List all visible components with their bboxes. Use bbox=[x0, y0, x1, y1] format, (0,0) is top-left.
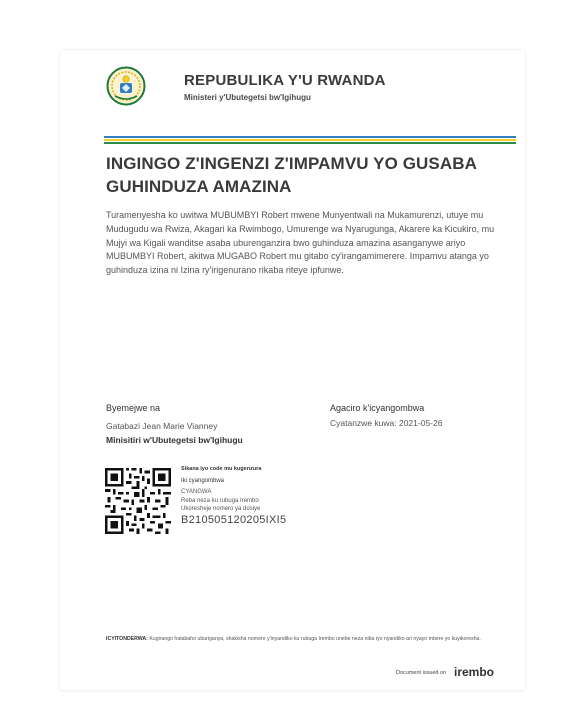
document-type: CYANGWA bbox=[181, 489, 212, 495]
scan-instruction: Sikana iyo code mu kugenzura bbox=[181, 466, 262, 472]
ministry-name: Ministeri y'Ubutegetsi bw'Igihugu bbox=[184, 93, 311, 102]
document-body: Turamenyesha ko uwitwa MUBUMBYI Robert mwene Munyentwali na Mukamurenzi, utuye mu Mudugudu wa Rwiza, Akagari ka Rwimbogo, Umurenge wa Nyarugunga, Akarere ka Kicukiro, mu Mujyi wa Kigali wanditse asaba uburenganzira bwo guhinduza amazina asanganywe ariyo MUBUMBYI Robert, akitwa MUGABO Robert mu gitabo cy'irangamimerere. Impamvu atanga yo guhinduza izina ni Izina ry'irigenurano rikaba riteye ipfunwe. bbox=[106, 210, 495, 276]
document-header bbox=[106, 66, 506, 136]
validity-label: Agaciro k'icyangombwa bbox=[330, 403, 425, 413]
green-stripe bbox=[104, 142, 516, 144]
document-title: INGINGO Z'INGENZI Z'IMPAMVU YO GUSABA GUHINDUZA AMAZINA bbox=[106, 154, 477, 196]
notice-text: Kugirango hatabaho uburiganya, shakisha nomero y'inyandiko ku rubuga Irembo unebe neza niba iyo nyandiko ari nyayo mbere yo kuyikoresha. bbox=[149, 636, 481, 642]
qr-code-icon bbox=[105, 468, 171, 534]
document-label: Iki cyangombwa bbox=[181, 478, 225, 484]
irembo-logo: irembo bbox=[454, 665, 495, 679]
notice-label: ICYITONDERWA: bbox=[106, 636, 148, 642]
document-number: B210505120205IXI5 bbox=[181, 514, 287, 526]
use-number-instruction: Ukoresheje nomero ya dosiye bbox=[181, 506, 261, 512]
rwanda-seal-icon bbox=[106, 66, 146, 106]
signer-role: Minisitiri w'Ubutegetsi bw'Igihugu bbox=[106, 435, 243, 445]
issued-on-label: Document issued on bbox=[396, 670, 447, 676]
verification-block bbox=[181, 466, 421, 526]
blue-stripe bbox=[104, 136, 516, 138]
document-page bbox=[60, 50, 525, 690]
signer-name: Gatabazi Jean Marie Vianney bbox=[106, 421, 218, 431]
flag-stripes bbox=[104, 136, 516, 144]
notice bbox=[106, 634, 516, 644]
signed-by-label: Byemejwe na bbox=[106, 403, 161, 413]
issued-date: Cyatanzwe kuwa: 2021-05-26 bbox=[330, 418, 443, 428]
visit-instruction: Reba neza ku rubuga Irembo bbox=[181, 498, 259, 504]
yellow-stripe bbox=[104, 139, 516, 141]
country-title: REPUBULIKA Y'U RWANDA bbox=[184, 72, 386, 89]
